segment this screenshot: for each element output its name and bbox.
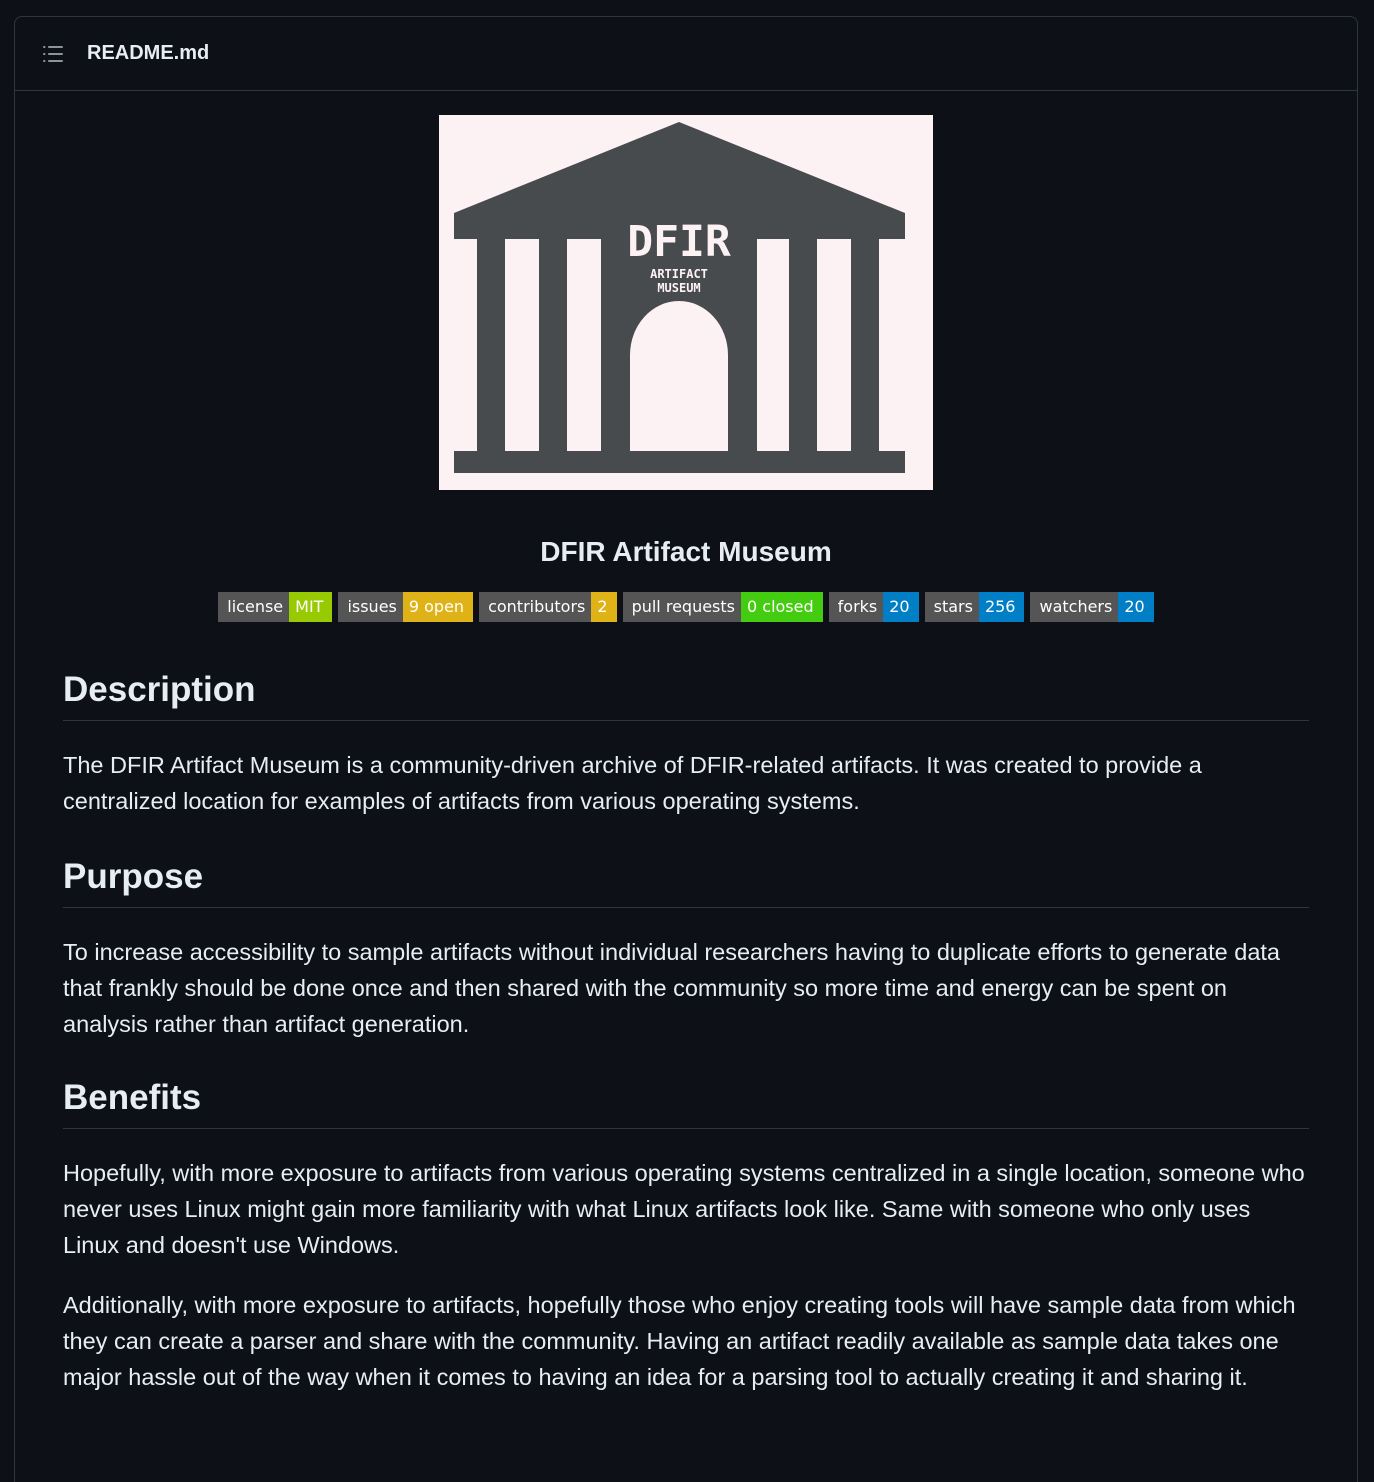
logo-column: [851, 233, 879, 458]
issues-badge[interactable]: issues 9 open: [338, 592, 473, 622]
purpose-heading: Purpose: [63, 857, 1309, 908]
readme-container: [14, 16, 1358, 1482]
logo-text-museum: MUSEUM: [657, 281, 701, 295]
benefits-paragraph-1: Hopefully, with more exposure to artifacts from various operating systems centralized in a single location, someone who never uses Linux might gain more familiarity with what Linux artifacts look like. Same with someone who only uses Linux and doesn't use Windows.: [63, 1160, 1305, 1258]
readme-content: [15, 91, 1357, 1395]
museum-logo[interactable]: [439, 115, 933, 490]
list-unordered-icon: [41, 44, 65, 64]
license-badge[interactable]: license MIT: [218, 592, 332, 622]
logo-text-dfir: DFIR: [627, 217, 731, 267]
logo-wrapper: [63, 115, 1309, 490]
watchers-badge[interactable]: watchers 20: [1030, 592, 1153, 622]
benefits-paragraph-2: Additionally, with more exposure to artifacts, hopefully those who enjoy creating tools will have sample data from which they can create a parser and share with the community. Having an artifact readily available as sample data takes one major hassle out of the way when it comes to having an idea for a parsing tool to actually creating it and sharing it.: [63, 1292, 1296, 1390]
pull-requests-badge[interactable]: pull requests 0 closed: [623, 592, 823, 622]
logo-base: [454, 451, 905, 473]
forks-badge[interactable]: forks 20: [829, 592, 919, 622]
benefits-heading: Benefits: [63, 1078, 1309, 1129]
file-name: README.md: [87, 42, 210, 64]
readme-header: [15, 17, 1357, 91]
purpose-paragraph: To increase accessibility to sample artifacts without individual researchers having to duplicate efforts to generate data that frankly should be done once and then shared with the community so more time and energy can be spent on analysis rather than artifact generation.: [63, 939, 1280, 1037]
badge-row: [63, 592, 1309, 622]
project-title: DFIR Artifact Museum: [540, 536, 832, 567]
description-paragraph: The DFIR Artifact Museum is a community-driven archive of DFIR-related artifacts. It was created to provide a centralized location for examples of artifacts from various operating systems.: [63, 752, 1202, 814]
description-heading: Description: [63, 670, 1309, 721]
logo-column: [477, 233, 505, 458]
logo-column: [539, 233, 567, 458]
logo-text-artifact: ARTIFACT: [650, 267, 708, 281]
outline-button[interactable]: [39, 40, 67, 68]
stars-badge[interactable]: stars 256: [925, 592, 1025, 622]
logo-column: [789, 233, 817, 458]
contributors-badge[interactable]: contributors 2: [479, 592, 616, 622]
